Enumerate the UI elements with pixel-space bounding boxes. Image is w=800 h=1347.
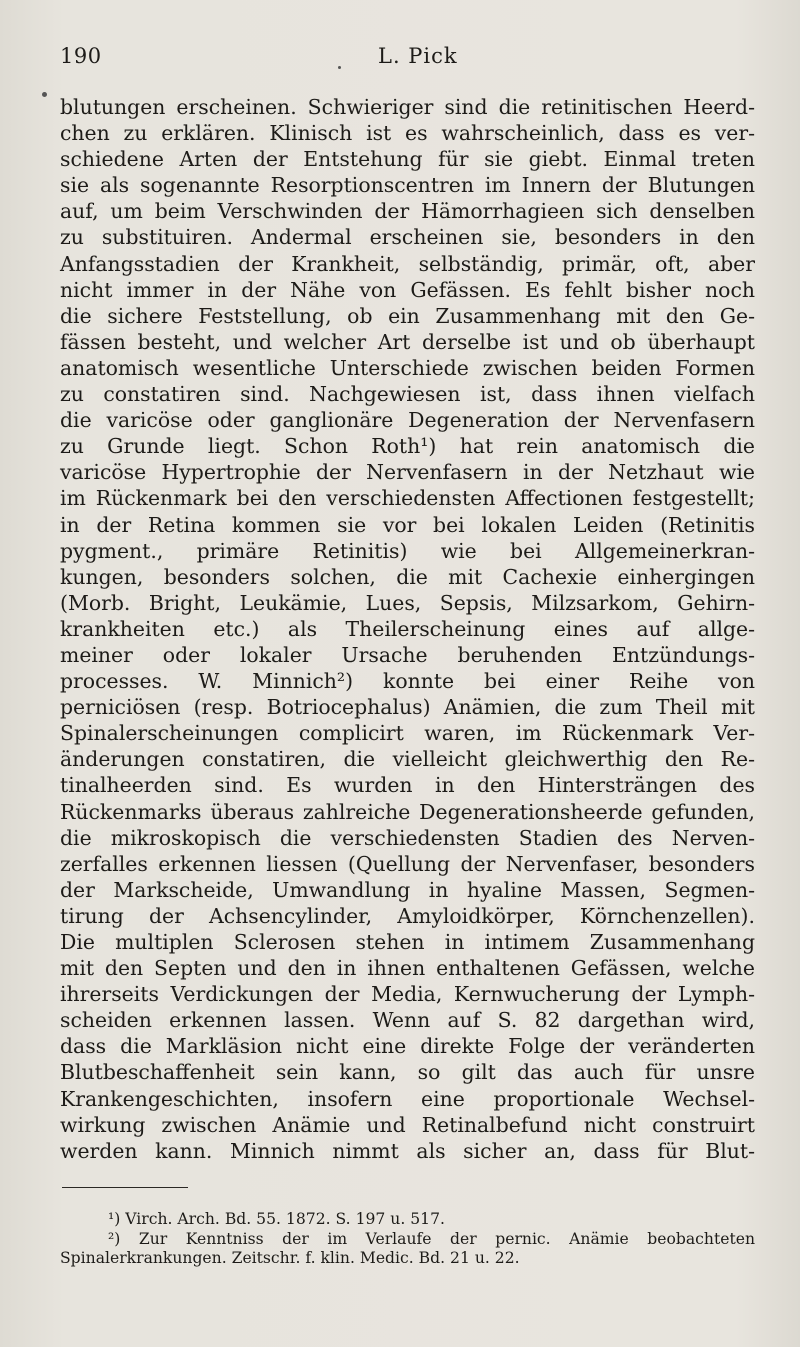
text-line: fässen besteht, und welcher Art derselbe ist und ob überhaupt	[60, 329, 755, 354]
text-line: varicöse Hypertrophie der Nervenfasern in der Netzhaut wie	[60, 460, 755, 485]
text-line: chen zu erklären. Klinisch ist es wahrscheinlich, dass es ver-	[60, 121, 755, 146]
text-line: werden kann. Minnich nimmt als sicher an, dass für Blut-	[60, 1138, 755, 1163]
footnote-2-continuation: Spinalerkrankungen. Zeitschr. f. klin. Medic. Bd. 21 u. 22.	[60, 1249, 520, 1267]
text-line: processes. W. Minnich²) konnte bei einer Reihe von	[60, 669, 755, 694]
text-line: tinalheerden sind. Es wurden in den Hintersträngen des	[60, 773, 755, 798]
text-line: schiedene Arten der Entstehung für sie giebt. Einmal treten	[60, 147, 755, 172]
text-line: im Rückenmark bei den verschiedensten Affectionen festgestellt;	[60, 486, 755, 511]
text-line: auf, um beim Verschwinden der Hämorrhagieen sich denselben	[60, 199, 755, 224]
text-line: krankheiten etc.) als Theilerscheinung eines auf allge-	[60, 616, 755, 641]
text-line: Anfangsstadien der Krankheit, selbständig, primär, oft, aber	[60, 251, 755, 276]
text-line: sie als sogenannte Resorptionscentren im Innern der Blutungen	[60, 173, 755, 198]
text-line: zu substituiren. Andermal erscheinen sie, besonders in den	[60, 225, 755, 250]
text-line: anatomisch wesentliche Unterschiede zwischen beiden Formen	[60, 355, 755, 380]
text-line: änderungen constatiren, die vielleicht gleichwerthig den Re-	[60, 747, 755, 772]
text-line: der Markscheide, Umwandlung in hyaline Massen, Segmen-	[60, 877, 755, 902]
running-head: L. Pick	[378, 44, 458, 68]
text-line: nicht immer in der Nähe von Gefässen. Es fehlt bisher noch	[60, 277, 755, 302]
text-line: meiner oder lokaler Ursache beruhenden Entzündungs-	[60, 642, 755, 667]
text-line: dass die Markläsion nicht eine direkte Folge der veränderten	[60, 1034, 755, 1059]
text-line: (Morb. Bright, Leukämie, Lues, Sepsis, Milzsarkom, Gehirn-	[60, 590, 755, 615]
text-line: zu Grunde liegt. Schon Roth¹) hat rein anatomisch die	[60, 434, 755, 459]
text-line: wirkung zwischen Anämie und Retinalbefund nicht construirt	[60, 1112, 755, 1137]
page-number: 190	[60, 44, 102, 68]
text-line: mit den Septen und den in ihnen enthaltenen Gefässen, welche	[60, 956, 755, 981]
text-line: Blutbeschaffenheit sein kann, so gilt das auch für unsre	[60, 1060, 755, 1085]
text-line: Krankengeschichten, insofern eine proportionale Wechsel-	[60, 1086, 755, 1111]
footnote-2: ²) Zur Kenntniss der im Verlaufe der pernic. Anämie beobachteten	[108, 1229, 755, 1248]
text-line: die varicöse oder ganglionäre Degeneration der Nervenfasern	[60, 408, 755, 433]
text-line: pygment., primäre Retinitis) wie bei Allgemeinerkran-	[60, 538, 755, 563]
footnotes	[60, 1210, 755, 1269]
text-line: ihrerseits Verdickungen der Media, Kernwucherung der Lymph-	[60, 982, 755, 1007]
page-header	[58, 40, 748, 74]
text-line: die mikroskopisch die verschiedensten Stadien des Nerven-	[60, 825, 755, 850]
text-line: die sichere Feststellung, ob ein Zusammenhang mit den Ge-	[60, 303, 755, 328]
body-text	[60, 94, 755, 1164]
text-line: Rückenmarks überaus zahlreiche Degenerationsheerde gefunden,	[60, 799, 755, 824]
text-line: tirung der Achsencylinder, Amyloidkörper, Körnchenzellen).	[60, 903, 755, 928]
footnote-rule	[62, 1187, 188, 1188]
text-line: zerfalles erkennen liessen (Quellung der Nervenfaser, besonders	[60, 851, 755, 876]
text-line: Die multiplen Sclerosen stehen in intimem Zusammenhang	[60, 930, 755, 954]
text-line: kungen, besonders solchen, die mit Cachexie einhergingen	[60, 564, 755, 589]
text-line: blutungen erscheinen. Schwieriger sind die retinitischen Heerd-	[60, 95, 755, 119]
text-line: in der Retina kommen sie vor bei lokalen Leiden (Retinitis	[60, 512, 755, 537]
text-line: perniciösen (resp. Botriocephalus) Anämien, die zum Theil mit	[60, 695, 755, 720]
ink-speck	[42, 92, 47, 97]
text-line: scheiden erkennen lassen. Wenn auf S. 82 dargethan wird,	[60, 1008, 755, 1033]
text-line: Spinalerscheinungen complicirt waren, im Rückenmark Ver-	[60, 721, 755, 746]
text-line: zu constatiren sind. Nachgewiesen ist, dass ihnen vielfach	[60, 382, 755, 407]
footnote-1: ¹) Virch. Arch. Bd. 55. 1872. S. 197 u. 517.	[108, 1210, 445, 1228]
